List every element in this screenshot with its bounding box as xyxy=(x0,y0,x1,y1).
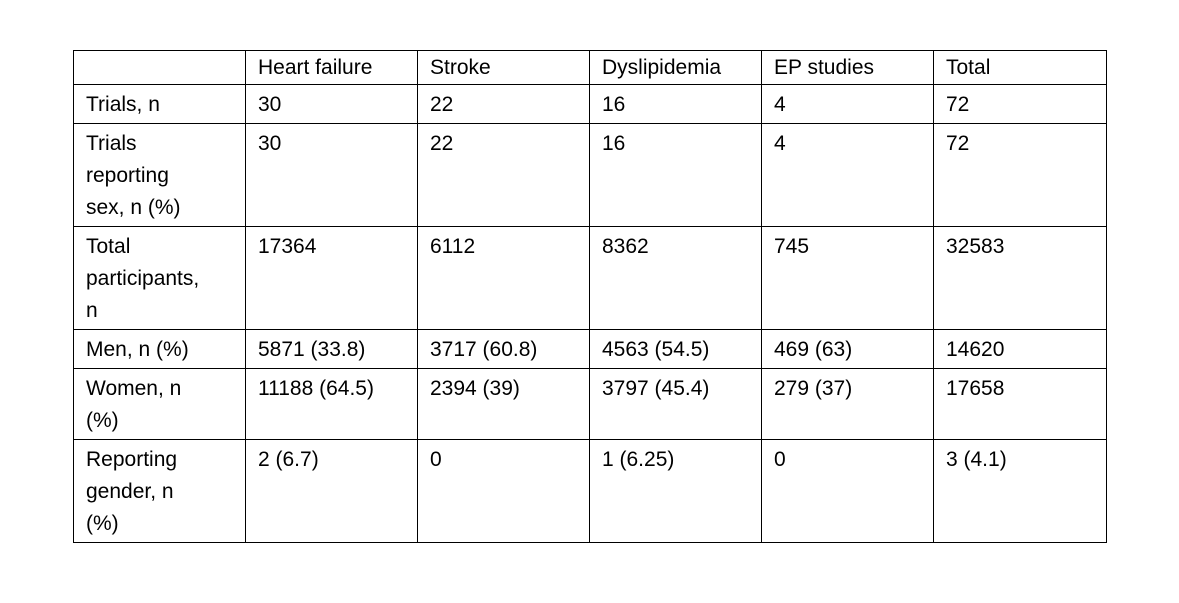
row-label-line: (%) xyxy=(86,409,119,432)
table-row xyxy=(74,330,1107,369)
table-cell: 4563 (54.5) xyxy=(590,330,762,369)
row-label-line: Trials xyxy=(86,132,137,155)
row-label xyxy=(74,124,246,227)
table-cell: 22 xyxy=(418,85,590,124)
header-cell-dyslipidemia: Dyslipidemia xyxy=(590,51,762,85)
row-label xyxy=(74,227,246,330)
table-cell: 279 (37) xyxy=(762,369,934,440)
table-cell: 0 xyxy=(762,440,934,543)
table-cell: 32583 xyxy=(934,227,1107,330)
table-cell: 469 (63) xyxy=(762,330,934,369)
row-label-line: participants, xyxy=(86,267,200,290)
table-cell: 3717 (60.8) xyxy=(418,330,590,369)
row-label-line: sex, n (%) xyxy=(86,196,181,219)
header-cell-heart-failure: Heart failure xyxy=(246,51,418,85)
table-cell: 16 xyxy=(590,85,762,124)
row-label-line: gender, n xyxy=(86,480,174,503)
table-cell: 3 (4.1) xyxy=(934,440,1107,543)
table-cell: 30 xyxy=(246,124,418,227)
table-cell: 30 xyxy=(246,85,418,124)
row-label xyxy=(74,85,246,124)
row-label-line: Women, n xyxy=(86,377,182,400)
header-cell-total: Total xyxy=(934,51,1107,85)
table-row xyxy=(74,227,1107,330)
table-cell: 5871 (33.8) xyxy=(246,330,418,369)
row-label xyxy=(74,440,246,543)
table-cell: 1 (6.25) xyxy=(590,440,762,543)
table-cell: 4 xyxy=(762,124,934,227)
table-cell: 8362 xyxy=(590,227,762,330)
row-label-line: Reporting xyxy=(86,448,178,471)
row-label-line: reporting xyxy=(86,164,169,187)
table-cell: 3797 (45.4) xyxy=(590,369,762,440)
table-cell: 14620 xyxy=(934,330,1107,369)
table-cell: 11188 (64.5) xyxy=(246,369,418,440)
header-cell-empty xyxy=(74,51,246,85)
table-cell: 17658 xyxy=(934,369,1107,440)
table-cell: 6112 xyxy=(418,227,590,330)
table-cell: 17364 xyxy=(246,227,418,330)
row-label-line: Men, n (%) xyxy=(86,338,189,361)
table-cell: 745 xyxy=(762,227,934,330)
row-label xyxy=(74,369,246,440)
table-cell: 4 xyxy=(762,85,934,124)
header-cell-ep-studies: EP studies xyxy=(762,51,934,85)
table-cell: 2394 (39) xyxy=(418,369,590,440)
header-cell-stroke: Stroke xyxy=(418,51,590,85)
row-label-line: (%) xyxy=(86,512,119,535)
table-header-row xyxy=(74,51,1107,85)
table-cell: 72 xyxy=(934,85,1107,124)
table-cell: 22 xyxy=(418,124,590,227)
data-table xyxy=(73,50,1107,543)
table-row xyxy=(74,369,1107,440)
table-row xyxy=(74,124,1107,227)
table-cell: 16 xyxy=(590,124,762,227)
row-label xyxy=(74,330,246,369)
row-label-line: Trials, n xyxy=(86,93,160,116)
table-cell: 72 xyxy=(934,124,1107,227)
table-row xyxy=(74,85,1107,124)
table-cell: 2 (6.7) xyxy=(246,440,418,543)
table-row xyxy=(74,440,1107,543)
row-label-line: n xyxy=(86,299,98,322)
row-label-line: Total xyxy=(86,235,131,258)
table-cell: 0 xyxy=(418,440,590,543)
